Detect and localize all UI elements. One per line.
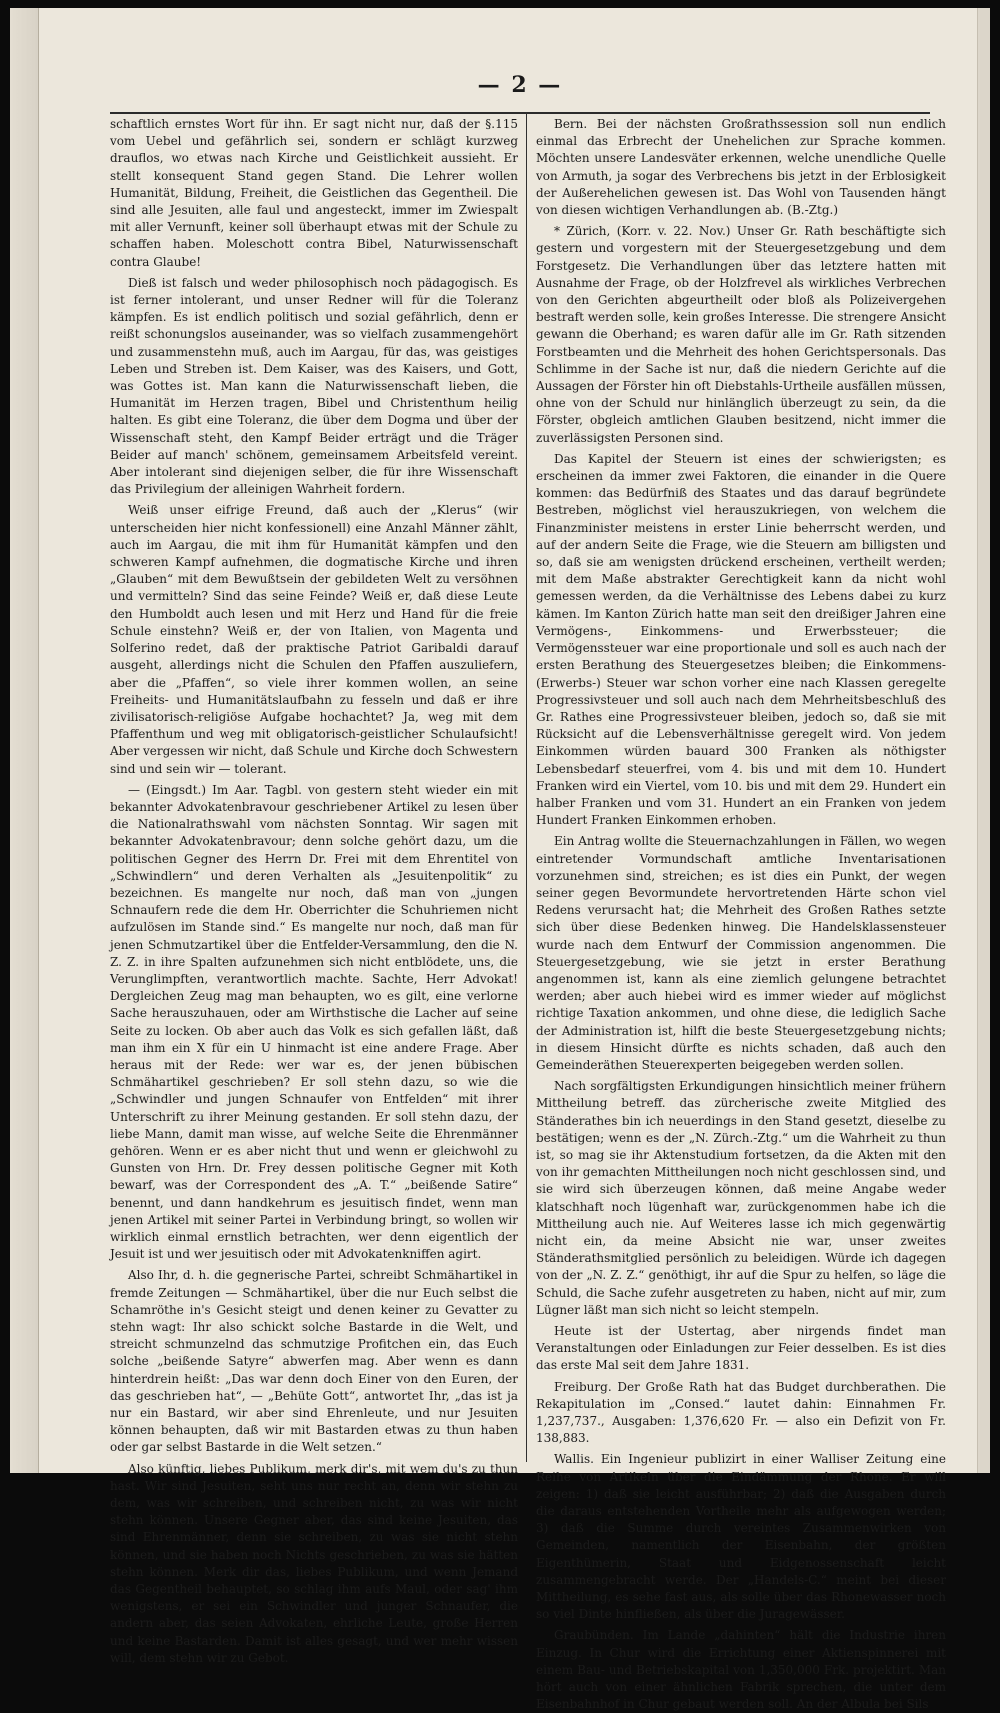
header-rule [110,112,930,114]
article-paragraph: Also Ihr, d. h. die gegnerische Partei, schreibt Schmähartikel in fremde Zeitungen — Schmähartikel, über die nur Euch selbst die Schamröthe in's Gesicht steigt und denen keiner zu Gevatter zu stehn wagt: Ihr also schickt solche Bastarde in die Welt, und streicht schmunzelnd das schmutzige Profitchen ein, das Euch solche „beißende Satyre“ abwerfen mag. Aber wenn es dann hinterdrein heißt: „Das war denn doch Einer von den Euren, der das geschrieben hat“, — „Behüte Gott“, antwortet Ihr, „das ist ja nur ein Bastard, wir aber sind Ehrenleute, und nur Jesuiten können behaupten, daß wir mit Bastarden etwas zu thun haben oder gar selbst Bastarde in die Welt setzen.“ [110,1268,518,1455]
news-item-zuerich: * Zürich, (Korr. v. 22. Nov.) Unser Gr. Rath beschäftigte sich gestern und vorgestern mit der Steuergesetzgebung und dem Forstgesetz. Die Verhandlungen über das letztere hatten mit Ausnahme der Frage, ob der Holzfrevel als wirkliches Verbrechen von den Gerichten abgeurtheilt oder bloß als Polizeivergehen bestraft werden solle, kein großes Interesse. Die strengere Ansicht gewann die Oberhand; es waren dafür alle im Gr. Rath sitzenden Forstbeamten und die Mehrheit des hohen Gerichtspersonals. Das Schlimme in der Sache ist nur, daß die niedern Gerichte auf die Aussagen der Förster hin oft Diebstahls-Urtheile ausfällen müssen, ohne von der Schuld nur hinlänglich überzeugt zu sein, da die Förster, obgleich amtlichen Glauben besitzend, nicht immer die zuverlässigsten Personen sind. [536,224,946,445]
page-outer-edge [977,8,990,1473]
page-number: — 2 — [477,72,563,98]
left-column [110,116,518,1665]
article-paragraph: Das Kapitel der Steuern ist eines der schwierigsten; es erscheinen da immer zwei Faktoren, die einander in die Quere kommen: das Bedürfniß des Staates und das darauf begründete Bestreben, möglichst viel herauszukriegen, von welchem die Finanzminister meistens in erster Linie beherrscht werden, und auf der andern Seite die Frage, wie die Steuern am billigsten und so, daß sie am wenigsten drückend erscheinen, vertheilt werden; mit dem Maße abstrakter Gerechtigkeit kann da nicht wohl gemessen werden, da die Verhältnisse des Lebens dabei zu kurz kämen. Im Kanton Zürich hatte man seit den dreißiger Jahren eine Vermögens-, Einkommens- und Erwerbssteuer; die Vermögenssteuer war eine proportionale und soll es auch nach der ersten Berathung des Steuergesetzes bleiben; die Einkommens- (Erwerbs-) Steuer war schon vorher eine nach Klassen geregelte Progressivsteuer und soll auch nach dem Mehrheitsbeschluß des Gr. Rathes eine Progressivsteuer bleiben, jedoch so, daß sie mit Rücksicht auf die Lebensverhältnisse geregelt wird. Von jedem Einkommen würden bauard 300 Franken als nöthigster Lebensbedarf steuerfrei, vom 4. bis und mit dem 10. Hundert Franken wird ein Viertel, vom 10. bis und mit dem 29. Hundert ein halber Franken und vom 31. Hundert an ein Franken von jedem Hundert Franken Einkommen erhoben. [536,451,946,828]
article-paragraph: — (Eingsdt.) Im Aar. Tagbl. von gestern steht wieder ein mit bekannter Advokatenbravour geschriebener Artikel zu lesen über die Nationalrathswahl vom nächsten Sonntag. Wir sagen mit bekannter Advokatenbravour; denn solche gehört dazu, um die politischen Gegner des Herrn Dr. Frei mit dem Ehrentitel von „Schwindlern“ und deren Verhalten als „Jesuitenpolitik“ zu bezeichnen. Es mangelte nur noch, daß man von „jungen Schnaufern rede die dem Hr. Oberrichter die Schuhriemen nicht aufzulösen im Stande sind.“ Es mangelte nur noch, daß man für jenen Schmutzartikel über die Entfelder-Versammlung, den die N. Z. Z. in ihre Spalten aufzunehmen sich nicht entblödete, uns, die Verunglimpften, verantwortlich machte. Sachte, Herr Advokat! Dergleichen Zeug mag man behaupten, wo es gilt, eine verlorne Sache herauszuhauen, oder am Wirthstische die Lacher auf seine Seite zu locken. Ob aber auch das Volk es sich gefallen läßt, daß man ihm ein X für ein U hinmacht ist eine andere Frage. Aber heraus mit der Rede: wer war es, der jenen bübischen Schmähartikel geschrieben? Er soll stehn dazu, so wie die „Schwindler und jungen Schnaufer von Entfelden“ mit ihrer Unterschrift zu ihrer Meinung gestanden. Er soll stehn dazu, der liebe Mann, damit man wisse, auf welche Seite die Ehrenmänner gehören. Wenn er es aber nicht thut und wenn er gleichwohl zu Gunsten von Hrn. Dr. Frey dessen politische Gegner mit Koth bewarf, was der Correspondent des „A. T.“ „beißende Satire“ benennt, und dann handkehrum es jesuitisch findet, wenn man jenen Artikel mit seiner Partei in Verbindung bringt, so wollen wir wirklich einmal ernstlich betrachten, wer denn eigentlich der Jesuit ist und wer jesuitisch oder mit Advokatenkniffen agirt. [110,782,518,1262]
page-header [110,72,930,102]
article-paragraph: Ein Antrag wollte die Steuernachzahlungen in Fällen, wo wegen eintretender Vormundschaft amtliche Inventarisationen vorzunehmen sind, streichen; es ist dies ein Punkt, der wegen seiner gegen Bevormundete hervortretenden Härte schon viel Redens verursacht hat; die Mehrheit des Großen Rathes setzte sich über diese Bedenken hinweg. Die Handelsklassensteuer wurde nach dem Entwurf der Commission angenommen. Die Steuergesetzgebung, wie sie jetzt in erster Berathung angenommen ist, kann als eine ziemlich gelungene betrachtet werden; aber auch hiebei wird es immer wieder auf möglichst richtige Taxation ankommen, und ohne diese, die lediglich Sache der Administration ist, hilft die beste Steuergesetzgebung nichts; in diesem Hinsicht dürfte es nichts schaden, daß auch den Gemeinderäthen Steuerexperten beigegeben werden sollen. [536,834,946,1072]
article-paragraph: Heute ist der Ustertag, aber nirgends findet man Veranstaltungen oder Einladungen zur Feier desselben. Es ist dies das erste Mal seit dem Jahre 1831. [536,1324,946,1373]
news-item-freiburg: Freiburg. Der Große Rath hat das Budget durchberathen. Die Rekapitulation im „Consed.“ lautet dahin: Einnahmen Fr. 1,237,737., Ausgaben: 1,376,620 Fr. — also ein Defizit von Fr. 138,883. [536,1379,946,1446]
news-item-bern: Bern. Bei der nächsten Großrathssession soll nun endlich einmal das Erbrecht der Unehelichen zur Sprache kommen. Möchten unsere Landesväter erkennen, welche unendliche Quelle von Armuth, ja sogar des Verbrechens bis jetzt in der Erblosigkeit der Außerehelichen gewesen ist. Das Wohl von Tausenden hängt von diesen wichtigen Verhandlungen ab. (B.-Ztg.) [536,117,946,218]
article-paragraph: Nach sorgfältigsten Erkundigungen hinsichtlich meiner frühern Mittheilung betreff. das zürcherische zweite Mitglied des Ständerathes bin ich neuerdings in den Stand gesetzt, dieselbe zu bestätigen; wenn es der „N. Zürch.-Ztg.“ um die Wahrheit zu thun ist, so mag sie ihr Aktenstudium fortsetzen, da die Akten mit den von ihr gemachten Mittheilungen noch nicht geschlossen sind, und sie wird sich überzeugen können, daß meine Angabe weder klatschhaft noch lügenhaft war, zurückgenommen habe ich die Mittheilung auch nie. Auf Weiteres lasse ich mich gegenwärtig nicht ein, da meine Absicht nie war, unser zweites Ständerathsmitglied persönlich zu beleidigen. Würde ich dagegen von der „N. Z. Z.“ genöthigt, ihr auf die Spur zu helfen, so läge die Schuld, die Sache zufehr ausgetreten zu haben, nicht auf mir, zum Lügner läßt man sich nicht so leicht stempeln. [536,1079,946,1317]
newspaper-page [10,8,990,1712]
news-item-wallis: Wallis. Ein Ingenieur publizirt in einer Walliser Zeitung eine Reihe von Artikeln über die Eindämmung der Rhone. Er will zeigen: 1) daß sie leicht ausführbar; 2) daß die Ausgaben durch die daraus entstehenden Vortheile mehr als aufgewogen werden; 3) daß die Summe durch vereintes Zusammenwirken von Gemeinden, namentlich der Eisenbahn, der größten Eigenthümerin, Staat und Eidgenossenschaft leicht zusammengebracht werde. Der „Handels-C.“ meint bei dieser Mittheilung, es sehe fast aus, als solle über das Rhonewasser noch so viel Dinte hinfließen, als über die Juragewässer. [536,1452,946,1622]
article-paragraph: Weiß unser eifrige Freund, daß auch der „Klerus“ (wir unterscheiden hier nicht konfessionell) eine Anzahl Männer zählt, auch im Aargau, die mit ihm für Humanität kämpfen und den schweren Kampf aufnehmen, die dogmatische Kirche und ihren „Glauben“ mit dem Bewußtsein der gebildeten Welt zu versöhnen und vermitteln? Sind das seine Feinde? Weiß er, daß diese Leute den Humboldt auch lesen und mit Herz und Hand für die freie Schule einstehn? Weiß er, der von Italien, von Magenta und Solferino redet, daß der praktische Patriot Garibaldi darauf ausgeht, allerdings nicht die Schulen den Pfaffen auszuliefern, aber die „Pfaffen“, so viele ihrer kommen wollen, an seine Freiheits- und Humanitätslaufbahn zu fesseln und daß er ihre zivilisatorisch-religiöse Aufgabe hochachtet? Ja, weg mit dem Pfaffenthum und weg mit obligatorisch-geistlicher Schulaufsicht! Aber vergessen wir nicht, daß Schule und Kirche doch Schwestern sind und sein wir — tolerant. [110,503,518,776]
column-divider [526,112,527,1462]
page-binding-edge [10,8,39,1473]
article-paragraph: Dieß ist falsch und weder philosophisch noch pädagogisch. Es ist ferner intolerant, und unser Redner will für die Toleranz kämpfen. Es ist endlich politisch und sozial gefährlich, denn er reißt schonungslos auseinander, was so vielfach zusammengehört und zusammenstehn muß, auch im Aargau, für das, was geistiges Leben und Streben ist. Dem Kaiser, was des Kaisers, und Gott, was Gottes ist. Man kann die Naturwissenschaft lieben, die Humanität im Herzen tragen, Bibel und Christenthum heilig halten. Es gibt eine Toleranz, die über dem Dogma und über der Wissenschaft steht, den Kampf Beider erträgt und die Träger Beider auf manch' schönem, gemeinsamem Arbeitsfeld vereint. Aber intolerant sind diejenigen selber, die für ihre Wissenschaft das Privilegium der alleinigen Wahrheit fordern. [110,275,518,497]
article-paragraph: Also künftig, liebes Publikum, merk dir's, mit wem du's zu thun hast. Wir sind Jesuiten, seht uns nur recht an, denn wir stehn zu dem, was wir schreiben, und schreiben nicht, zu was wir nicht stehn können. Unsere Gegner aber, das sind keine Jesuiten, das sind Ehrenmänner, denn sie schreiben, zu was sie nicht stehn können, und sie haben noch Nichts geschrieben, zu was sie hätten stehn können. Merk dir das, liebes Publikum, und wenn Jemand das Gegentheil behauptet, so schlag ihm aufs Maul, oder sag' ihm wenigstens, er sei ein Schwindler und junger Schnaufer, die andern aber, das seien Advokaten, ehrliche Leute, große Herren und keine Bastarden. Damit ist alles gesagt, und wer mehr wissen will, dem stehn wir zu Gebot. [110,1461,518,1665]
news-item-graubuenden: Graubünden. Im Lande „dahinten“ hält die Industrie ihren Einzug. In Chur wird die Errichtung einer Aktienspinnerei mit einem Bau- und Betriebskapital von 1,350,000 Frk. projektirt. Man hört auch von einer ähnlichen Fabrik sprechen, die unter dem Eisenbahnhof in Chur gebaut werden soll. An der Albula bei Sils [536,1628,946,1712]
right-column [536,116,946,1712]
article-paragraph: schaftlich ernstes Wort für ihn. Er sagt nicht nur, daß der §.115 vom Uebel und gefährlich sei, sondern er schlägt kurzweg drauflos, wo etwas nach Kirche und Geistlichkeit aussieht. Er stellt konsequent Stand gegen Stand. Die Lehrer wollen Humanität, Bildung, Freiheit, die Geistlichen das Gegentheil. Die sind alle Jesuiten, alle faul und angesteckt, immer im Zwiespalt mit aller Vernunft, keiner soll überhaupt etwas mit der Schule zu schaffen haben. Moleschott contra Bibel, Naturwissenschaft contra Glaube! [110,117,518,269]
